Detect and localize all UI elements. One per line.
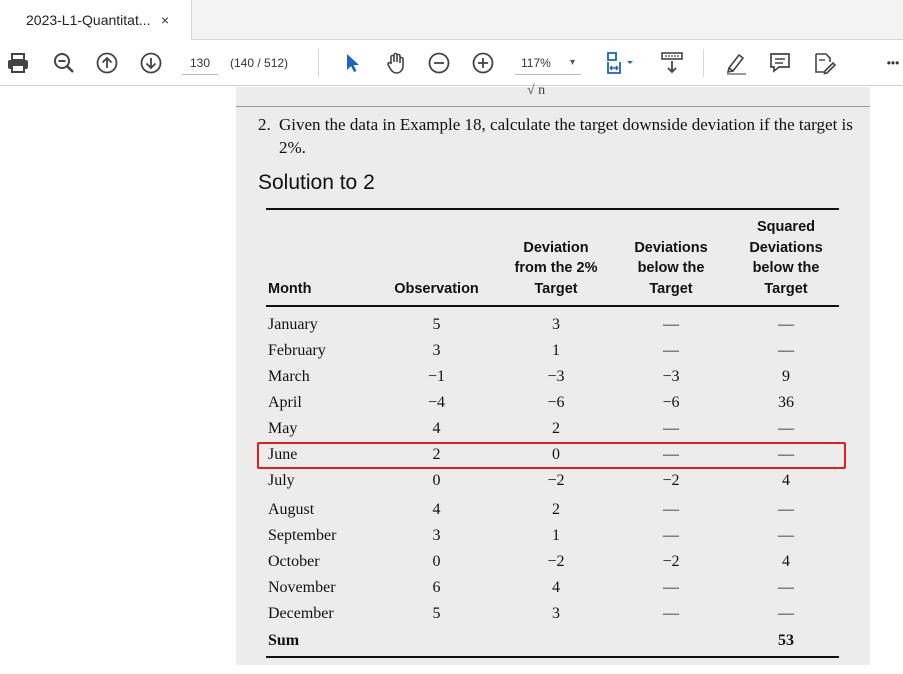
question-text: Given the data in Example 18, calculate the target downside deviation if the target is 2%. <box>279 115 853 157</box>
zoom-level-value: 117% <box>521 55 551 70</box>
table-header-line: below the <box>752 260 820 276</box>
table-header <box>268 279 378 300</box>
table-cell: 3 <box>552 316 560 333</box>
hand-tool-button[interactable] <box>382 40 410 86</box>
toolbar <box>0 40 903 86</box>
table-cell: — <box>663 316 679 333</box>
month-cell: May <box>268 420 298 437</box>
page-number-input[interactable]: 130 <box>182 51 218 75</box>
table-cell: — <box>663 527 679 544</box>
plus-circle-icon <box>472 52 494 74</box>
table-cell: −6 <box>547 394 565 411</box>
month-cell: April <box>268 394 302 411</box>
fit-width-icon <box>605 51 635 75</box>
table-header-line: Month <box>268 280 312 297</box>
table-header-line: Deviations <box>634 239 708 256</box>
table-cell: −2 <box>547 553 565 570</box>
table-cell: −3 <box>547 368 565 385</box>
table-cell: — <box>778 579 794 596</box>
close-tab-icon[interactable]: × <box>161 12 170 28</box>
scroll-mode-button[interactable] <box>658 40 686 86</box>
more-options-icon[interactable]: ••• <box>886 56 900 70</box>
cursor-arrow-icon <box>343 52 361 74</box>
table-cell: 5 <box>432 605 441 622</box>
table-header-line: Deviation <box>523 239 589 256</box>
arrow-down-circle-icon <box>140 52 162 74</box>
select-tool-button[interactable] <box>340 40 364 86</box>
table-cell: 3 <box>432 527 441 544</box>
month-cell: February <box>268 342 326 359</box>
table-bottom-rule <box>266 656 839 658</box>
table-cell: 2 <box>552 420 560 437</box>
document-edit-icon <box>812 51 836 75</box>
month-cell: August <box>268 501 315 518</box>
table-cell: −2 <box>547 472 565 489</box>
fit-page-button[interactable] <box>603 40 637 86</box>
table-cell: — <box>663 501 679 518</box>
table-header-line: Deviations <box>749 239 823 256</box>
table-cell: 9 <box>782 368 790 385</box>
table-cell: 0 <box>552 446 560 463</box>
toolbar-divider <box>703 49 704 77</box>
table-cell: — <box>778 446 794 463</box>
tab-bar <box>0 0 903 40</box>
table-cell: −4 <box>427 394 446 411</box>
table-cell: 36 <box>778 394 794 411</box>
next-page-button[interactable] <box>138 40 164 86</box>
table-cell: 0 <box>432 553 441 570</box>
table-cell: 3 <box>432 342 441 359</box>
minus-circle-icon <box>428 52 450 74</box>
table-cell: −3 <box>662 368 680 385</box>
table-header-line: Target <box>534 280 578 297</box>
table-top-rule <box>266 208 839 210</box>
table-cell: 4 <box>432 420 441 437</box>
table-cell: 5 <box>432 316 441 333</box>
page-count: (140 / 512) <box>230 56 289 70</box>
table-cell: — <box>778 527 794 544</box>
chevron-down-icon: ▾ <box>569 57 575 68</box>
table-cell: −2 <box>662 553 680 570</box>
table-header-line: below the <box>637 260 705 276</box>
table-cell: — <box>663 342 679 359</box>
previous-page-button[interactable] <box>94 40 120 86</box>
print-button[interactable] <box>4 40 32 86</box>
toolbar-divider <box>318 49 319 77</box>
table-header-line: Target <box>764 280 808 297</box>
zoom-out-button[interactable] <box>427 40 451 86</box>
table-cell: — <box>663 446 679 463</box>
month-cell: June <box>268 446 298 463</box>
table-cell: −6 <box>662 394 680 411</box>
month-cell: January <box>268 316 318 333</box>
table-header <box>384 279 489 300</box>
arrow-up-circle-icon <box>96 52 118 74</box>
print-icon <box>7 52 29 74</box>
question-number: 2. <box>258 115 271 134</box>
partial-formula-text: √ n <box>527 83 546 98</box>
table-cell: 1 <box>552 527 560 544</box>
sum-value: 53 <box>778 632 794 649</box>
month-cell: September <box>268 527 337 544</box>
page-divider <box>236 106 870 107</box>
table-header-rule <box>266 305 839 307</box>
highlighter-icon <box>724 51 748 75</box>
document-tab-title: 2023-L1-Quantitat... <box>26 12 151 28</box>
table-cell: 6 <box>432 579 441 596</box>
table-cell: — <box>663 420 679 437</box>
table-cell: 2 <box>552 501 560 518</box>
zoom-out-search-button[interactable] <box>50 40 78 86</box>
table-cell: 4 <box>552 579 560 596</box>
table-cell: — <box>663 605 679 622</box>
table-cell: — <box>778 501 794 518</box>
table-header <box>506 238 606 300</box>
comment-icon <box>768 51 792 75</box>
table-cell: — <box>778 316 794 333</box>
table-cell: 0 <box>432 472 441 489</box>
table-header-line: Squared <box>756 219 815 235</box>
hand-icon <box>384 51 408 75</box>
month-cell: July <box>268 472 295 489</box>
table-cell: — <box>663 579 679 596</box>
table-cell: 3 <box>552 605 560 622</box>
table-cell: 4 <box>432 501 441 518</box>
table-cell: 2 <box>432 446 441 463</box>
month-cell: November <box>268 579 336 596</box>
pdf-page <box>236 83 870 665</box>
magnifier-minus-icon <box>52 51 76 75</box>
table-cell: — <box>778 605 794 622</box>
table-cell: −1 <box>427 368 446 385</box>
table-cell: 1 <box>552 342 560 359</box>
table-header-line: Target <box>649 280 693 297</box>
scroll-down-icon <box>660 51 684 75</box>
sum-label: Sum <box>268 632 300 649</box>
table-header <box>736 217 836 299</box>
solution-title: Solution to 2 <box>258 171 375 194</box>
zoom-level-select[interactable] <box>515 51 581 75</box>
table-header-line: from the 2% <box>514 260 598 276</box>
june-row-highlight-box <box>257 442 846 469</box>
zoom-in-button[interactable] <box>471 40 495 86</box>
comment-button[interactable] <box>766 40 794 86</box>
table-cell: — <box>778 342 794 359</box>
month-cell: December <box>268 605 334 622</box>
month-cell: March <box>268 368 310 385</box>
table-header-line: Observation <box>394 280 479 297</box>
table-cell: 4 <box>782 472 790 489</box>
fill-sign-button[interactable] <box>810 40 838 86</box>
month-cell: October <box>268 553 320 570</box>
highlight-button[interactable] <box>722 40 750 86</box>
document-tab[interactable] <box>0 0 192 40</box>
table-cell: — <box>778 420 794 437</box>
table-cell: 4 <box>782 553 790 570</box>
table-cell: −2 <box>662 472 680 489</box>
table-header <box>621 238 721 300</box>
